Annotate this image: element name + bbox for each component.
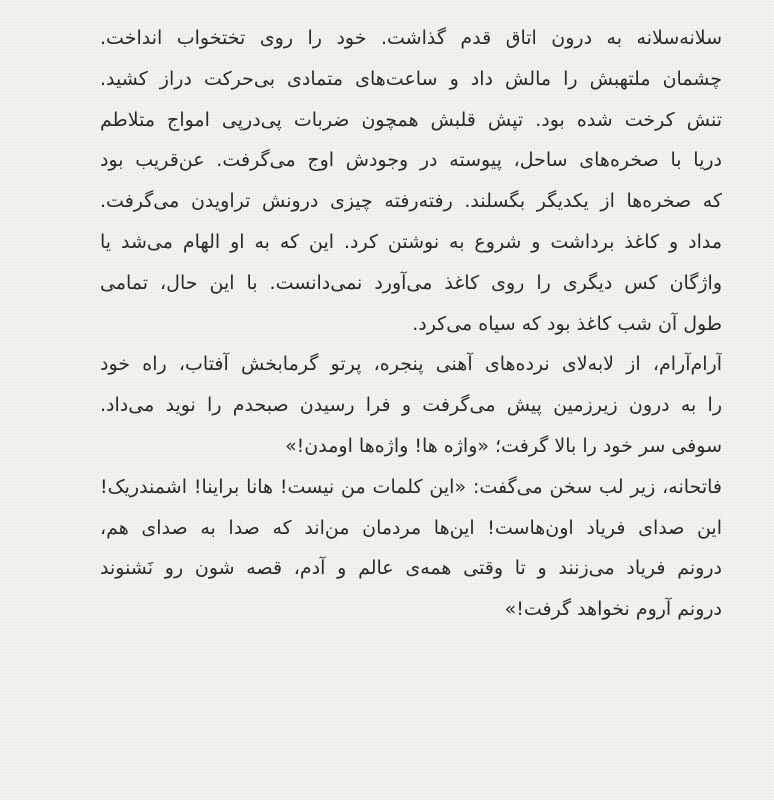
text-line: این صدای فریاد اون‌هاست! این‌ها مردمان من‌اند که صدا به صدای هم، xyxy=(100,516,722,539)
text-line: که صخره‌ها از یکدیگر بگسلند. رفته‌رفته چیزی درونش تراویدن می‌گرفت. xyxy=(100,190,722,213)
text-line: درونم آروم نخواهد گرفت!» xyxy=(504,598,722,621)
text-line: سوفی سر خود را بالا گرفت؛ «واژه ها! واژه‌ها اومدن!» xyxy=(285,434,722,457)
text-line: واژگان کس دیگری را روی کاغذ می‌آورد نمی‌دانست. با این حال، تمامی xyxy=(100,271,722,294)
text-line: درونم فریاد می‌زنند و تا وقتی همه‌ی عالم و آدم، قصه شون رو نَشنوند xyxy=(100,557,722,580)
text-line: طول آن شب کاغذ بود که سیاه می‌کرد. xyxy=(412,312,722,335)
book-page-text xyxy=(100,18,722,630)
text-line: سلانه‌سلانه به درون اتاق قدم گذاشت. خود را روی تختخواب انداخت. xyxy=(100,27,722,49)
text-line: دریا با صخره‌های ساحل، پیوسته در وجودش اوج می‌گرفت. عن‌قریب بود xyxy=(100,149,722,172)
text-line: آرام‌آرام، از لابه‌لای نرده‌های آهنی پنجره، پرتو گرمابخش آفتاب، راه خود xyxy=(100,353,722,376)
text-line: تنش کرخت شده بود. تپش قلبش همچون ضربات پی‌درپی امواج متلاطم xyxy=(100,108,722,131)
text-line: را به درون زیرزمین پیش می‌گرفت و فرا رسیدن صبحدم را نوید می‌داد. xyxy=(100,394,722,417)
text-line: مداد و کاغذ برداشت و شروع به نوشتن کرد. این که به او الهام می‌شد یا xyxy=(100,230,722,253)
text-line: چشمان ملتهبش را مالش داد و ساعت‌های متمادی بی‌حرکت دراز کشید. xyxy=(100,67,722,90)
text-line: فاتحانه، زیر لب سخن می‌گفت: «این کلمات من نیست! هانا براینا! اشمندریک! xyxy=(100,475,722,498)
